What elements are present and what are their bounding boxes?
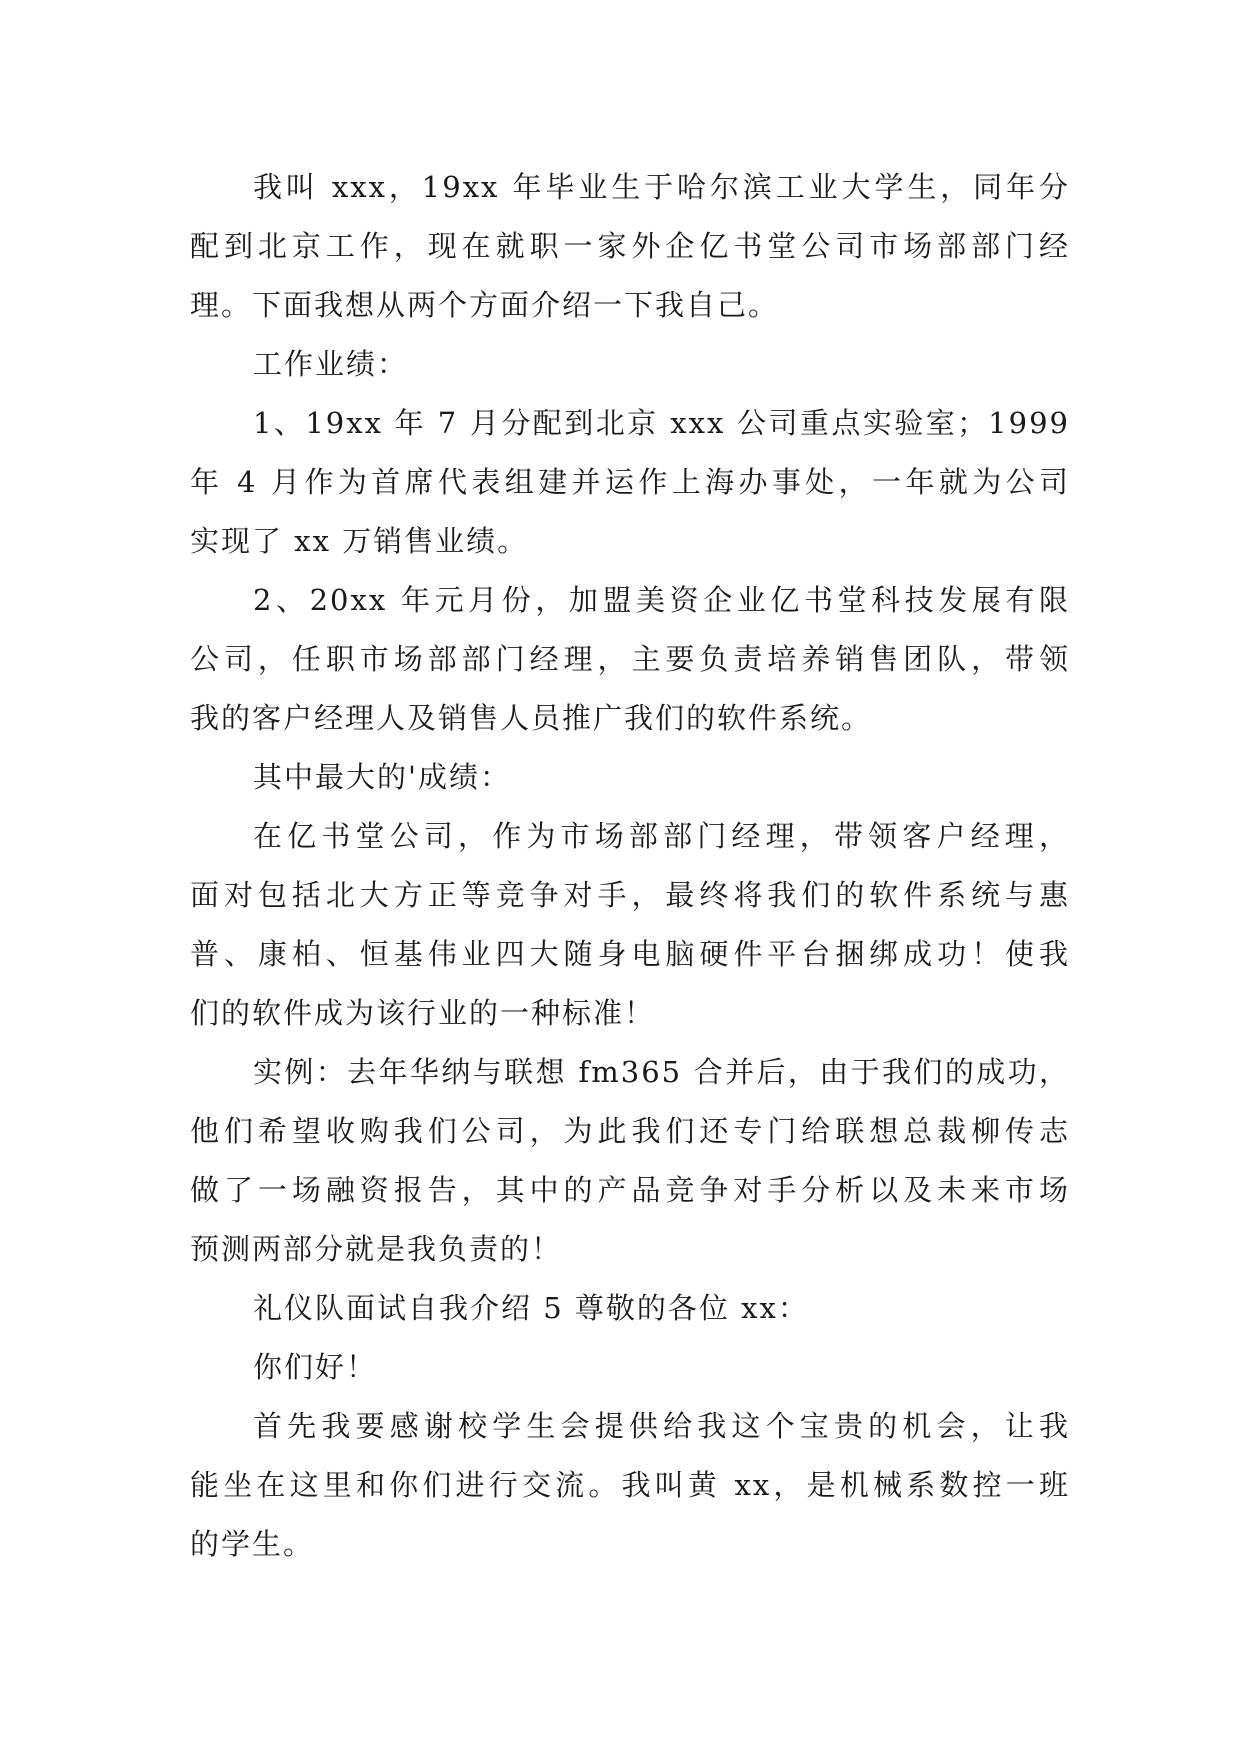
paragraph-line: 1、19xx 年 7 月分配到北京 xxx 公司重点实验室；1999 — [253, 406, 1070, 440]
paragraph-line: 我叫 xxx，19xx 年毕业生于哈尔滨工业大学生，同年分 — [253, 170, 1070, 204]
paragraph-line: 能坐在这里和你们进行交流。我叫黄 xx，是机械系数控一班 — [190, 1468, 1070, 1502]
paragraph-line: 在亿书堂公司，作为市场部部门经理，带领客户经理， — [253, 819, 1070, 853]
paragraph-line: 我的客户经理人及销售人员推广我们的软件系统。 — [190, 701, 873, 735]
paragraph-line: 的学生。 — [190, 1527, 315, 1561]
paragraph-line: 理。下面我想从两个方面介绍一下我自己。 — [190, 288, 780, 322]
paragraph-line: 2、20xx 年元月份，加盟美资企业亿书堂科技发展有限 — [253, 583, 1070, 617]
paragraph-line: 你们好！ — [253, 1350, 378, 1384]
paragraph-line: 公司，任职市场部部门经理，主要负责培养销售团队，带领 — [190, 642, 1070, 676]
paragraph-line: 普、康柏、恒基伟业四大随身电脑硬件平台捆绑成功！使我 — [190, 937, 1070, 971]
paragraph-line: 做了一场融资报告，其中的产品竞争对手分析以及未来市场 — [190, 1173, 1070, 1207]
paragraph-line: 首先我要感谢校学生会提供给我这个宝贵的机会，让我 — [253, 1409, 1070, 1443]
section-heading: 工作业绩： — [253, 347, 409, 381]
document-body — [190, 158, 1070, 1574]
paragraph-line: 实现了 xx 万销售业绩。 — [190, 524, 529, 558]
paragraph-line: 礼仪队面试自我介绍 5 尊敬的各位 xx： — [253, 1291, 809, 1325]
paragraph-line: 他们希望收购我们公司，为此我们还专门给联想总裁柳传志 — [190, 1114, 1070, 1148]
paragraph-line: 面对包括北大方正等竞争对手，最终将我们的软件系统与惠 — [190, 878, 1070, 912]
section-heading: 其中最大的'成绩： — [253, 760, 511, 794]
paragraph-line: 们的软件成为该行业的一种标准！ — [190, 996, 656, 1030]
paragraph-line: 预测两部分就是我负责的！ — [190, 1232, 563, 1266]
paragraph-line: 实例：去年华纳与联想 fm365 合并后，由于我们的成功， — [253, 1055, 1070, 1089]
paragraph-line: 年 4 月作为首席代表组建并运作上海办事处，一年就为公司 — [190, 465, 1070, 499]
paragraph-line: 配到北京工作，现在就职一家外企亿书堂公司市场部部门经 — [190, 229, 1070, 263]
